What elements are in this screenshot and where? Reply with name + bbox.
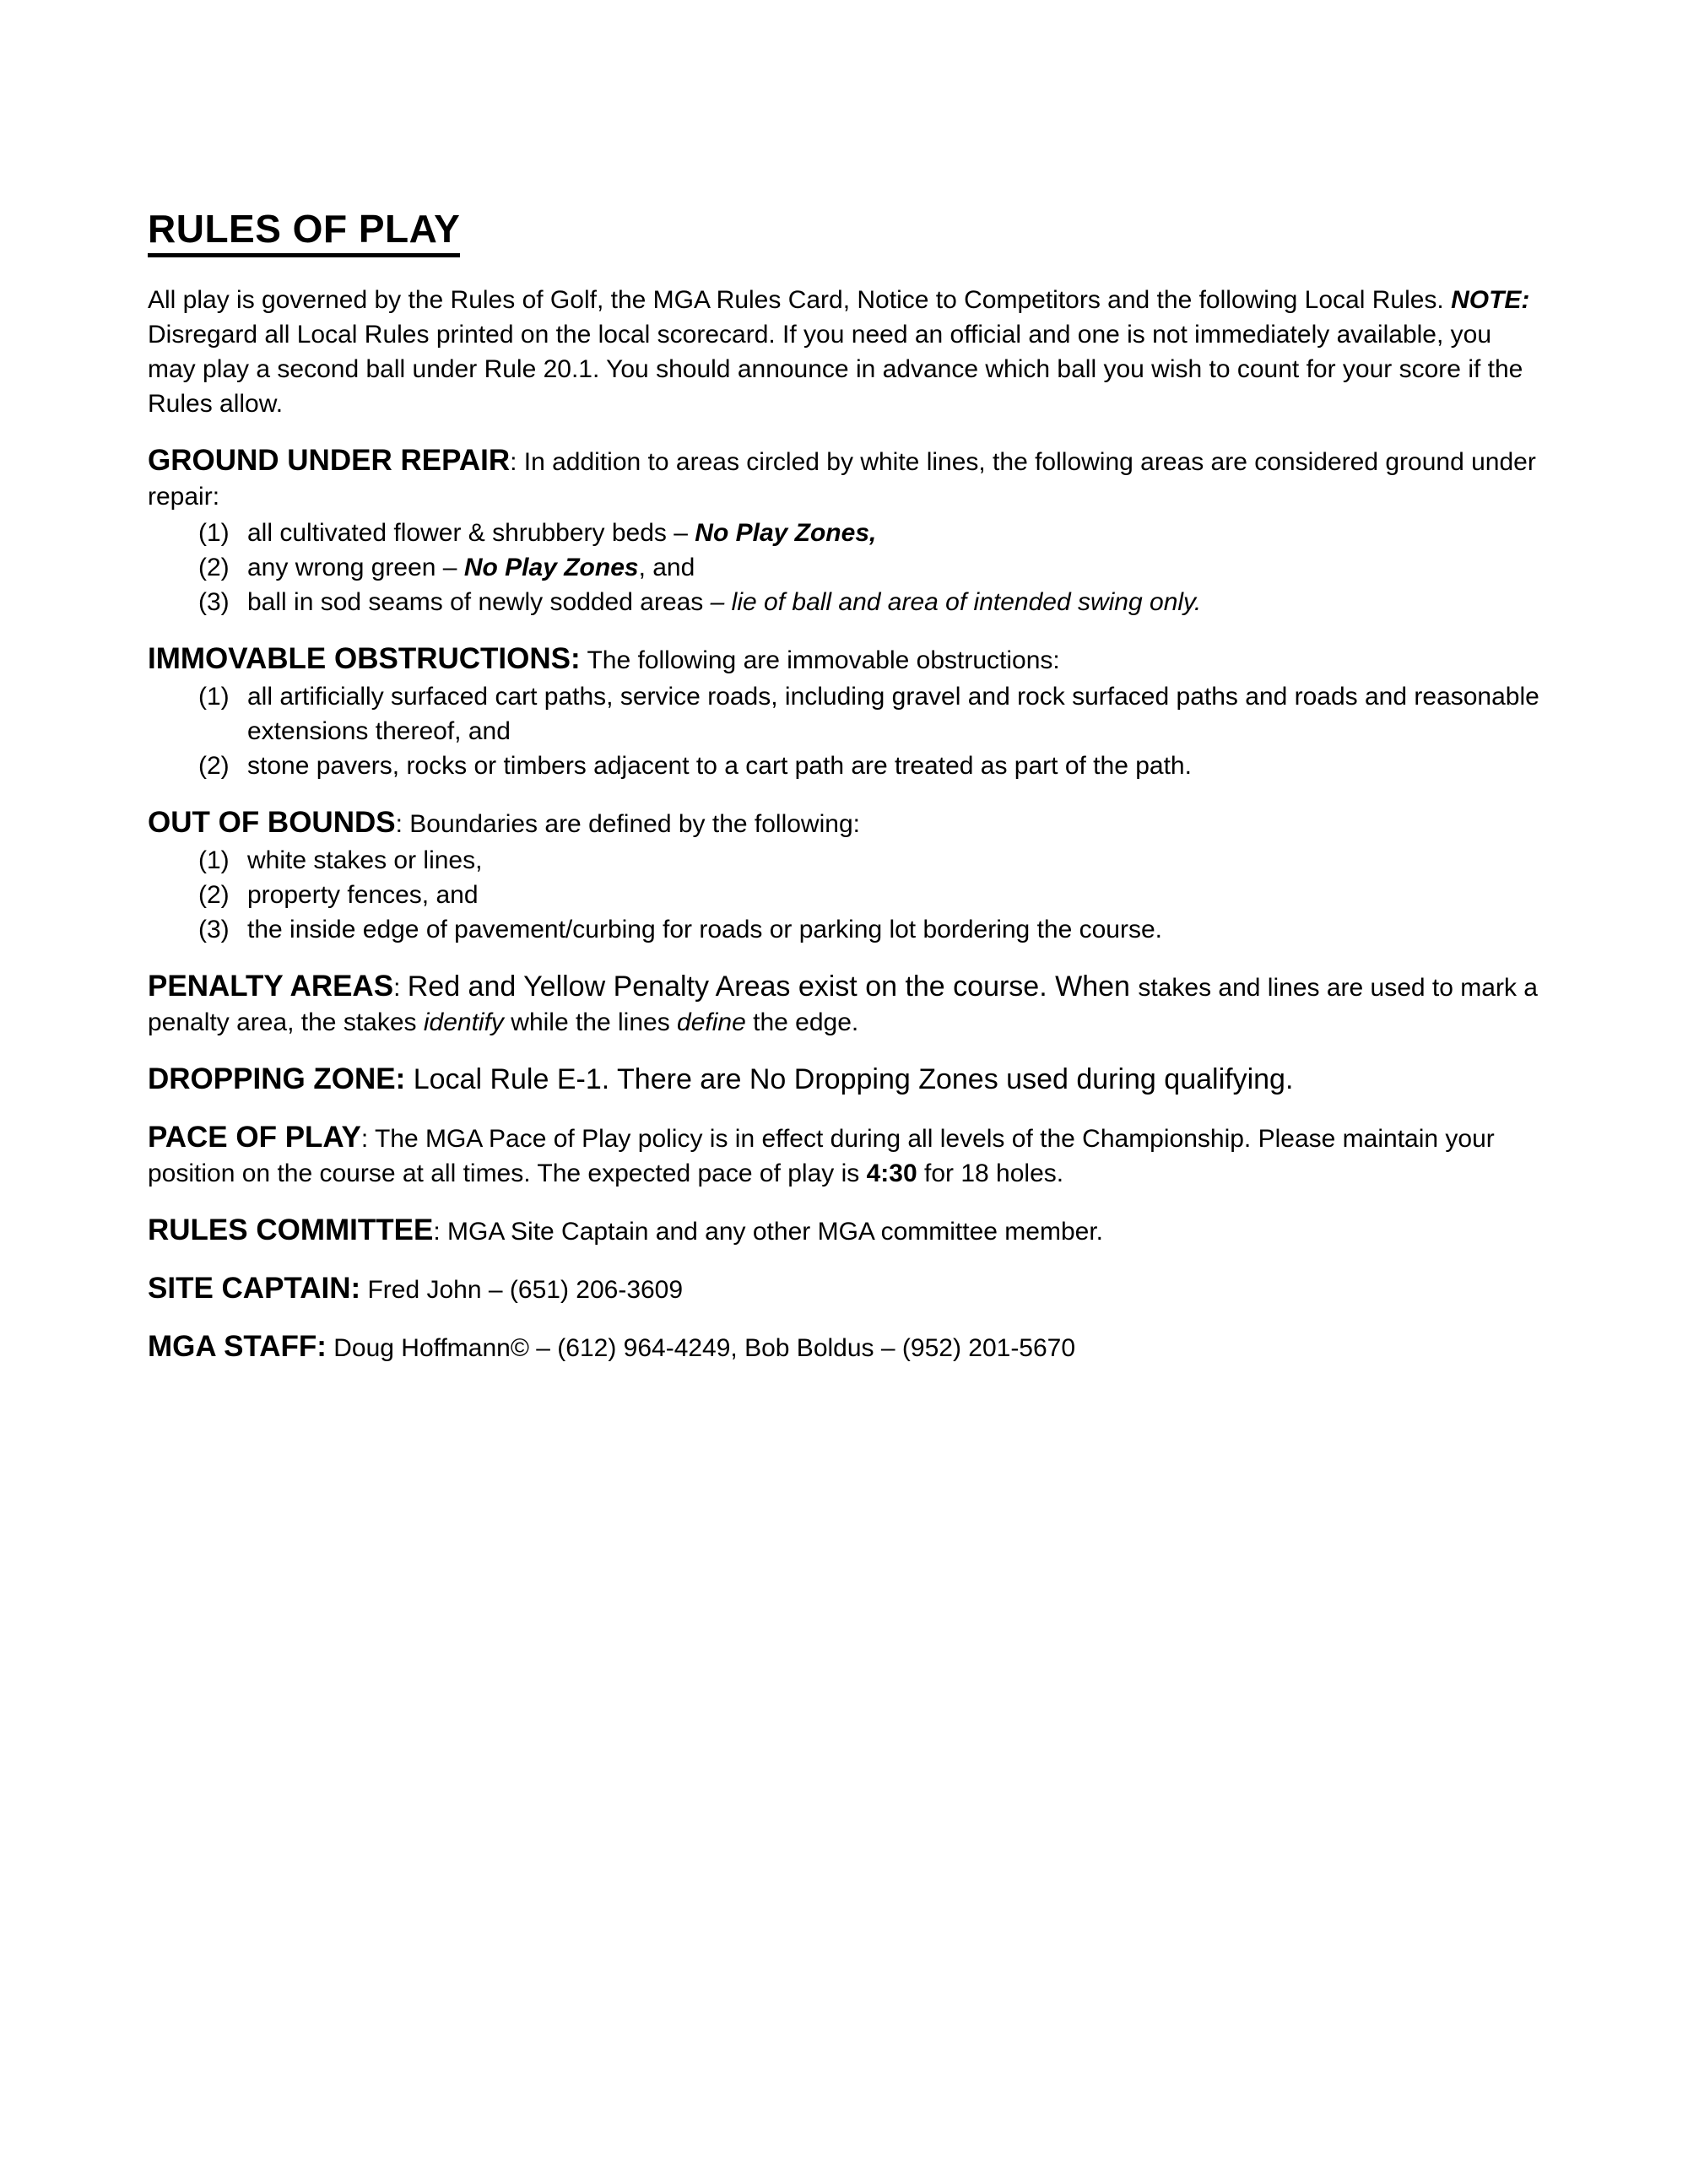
- list-item-text: all cultivated flower & shrubbery beds –: [247, 518, 695, 547]
- list-item: [148, 912, 1543, 947]
- penalty-areas-text: stakes and lines are used to mark a penalty area, the stakes: [148, 973, 1538, 1036]
- section-heading-pace-of-play: PACE OF PLAY: [148, 1120, 361, 1154]
- section-site-captain: [148, 1271, 1543, 1307]
- penalty-areas-italic-define: define: [677, 1008, 746, 1036]
- list-item-emphasis: No Play Zones,: [695, 518, 877, 547]
- section-immovable-obstructions: [148, 641, 1543, 678]
- list-item-number: (2): [198, 880, 230, 909]
- list-item: [148, 550, 1543, 585]
- list-item-text: any wrong green –: [247, 553, 464, 581]
- site-captain-contact: Fred John – (651) 206-3609: [360, 1275, 684, 1304]
- list-item-text: white stakes or lines,: [247, 846, 483, 874]
- section-heading-mga-staff: MGA STAFF:: [148, 1329, 327, 1363]
- section-mga-staff: [148, 1329, 1543, 1365]
- list-item: [148, 878, 1543, 912]
- section-heading-penalty-areas: PENALTY AREAS: [148, 969, 394, 1003]
- penalty-areas-text-mid: while the lines: [503, 1008, 678, 1036]
- penalty-areas-colon: :: [393, 973, 408, 1002]
- dropping-zone-text: Local Rule E-1. There are No Dropping Zones used during qualifying.: [405, 1062, 1294, 1095]
- section-heading-site-captain: SITE CAPTAIN:: [148, 1271, 361, 1305]
- section-ground-under-repair: [148, 443, 1543, 514]
- page-title-text: RULES OF PLAY: [148, 208, 460, 257]
- list-item-number: (3): [198, 587, 230, 616]
- list-item-number: (2): [198, 553, 230, 581]
- pace-of-play-text: : The MGA Pace of Play policy is in effect during all levels of the Championship. Please maintain your position on the course at all times. The expected pace of play is: [148, 1124, 1495, 1187]
- list-item-text: ball in sod seams of newly sodded areas: [247, 587, 711, 616]
- intro-text: All play is governed by the Rules of Golf, the MGA Rules Card, Notice to Competitors and the following Local Rules.: [148, 285, 1452, 314]
- mga-staff-contacts: Doug Hoffmann© – (612) 964-4249, Bob Boldus – (952) 201-5670: [326, 1333, 1076, 1362]
- section-heading-rules-committee: RULES COMMITTEE: [148, 1213, 434, 1246]
- list-item: [148, 585, 1543, 619]
- list-item: [148, 516, 1543, 550]
- list-item: [148, 843, 1543, 878]
- section-heading-out-of-bounds: OUT OF BOUNDS: [148, 805, 396, 839]
- section-heading-ground-under-repair: GROUND UNDER REPAIR: [148, 443, 511, 477]
- section-lead-out-of-bounds: : Boundaries are defined by the following:: [395, 809, 860, 838]
- section-heading-dropping-zone: DROPPING ZONE:: [148, 1062, 406, 1095]
- penalty-areas-large-text: Red and Yellow Penalty Areas exist on the course. When: [407, 970, 1139, 1003]
- page-title: [148, 208, 1543, 257]
- section-penalty-areas: [148, 969, 1543, 1040]
- section-pace-of-play: [148, 1120, 1543, 1191]
- list-item-text: stone pavers, rocks or timbers adjacent to a cart path are treated as part of the path.: [247, 751, 1192, 780]
- intro-text-continued: Disregard all Local Rules printed on the local scorecard. If you need an official and one is not immediately available, you may play a second ball under Rule 20.1. You should announce in advance which ball you wish to count for your score if the Rules allow.: [148, 320, 1523, 418]
- penalty-areas-text-end: the edge.: [745, 1008, 859, 1036]
- intro-paragraph: [148, 283, 1543, 421]
- section-out-of-bounds: [148, 805, 1543, 841]
- list-item: [148, 679, 1543, 749]
- penalty-areas-italic-identify: identify: [423, 1008, 504, 1036]
- section-lead-immovable-obstructions: The following are immovable obstructions:: [580, 646, 1060, 674]
- section-lead-ground-under-repair: : In addition to areas circled by white lines, the following areas are considered ground under repair:: [148, 447, 1536, 511]
- list-item-emphasis: No Play Zones: [463, 553, 639, 581]
- list-item-number: (1): [198, 846, 230, 874]
- pace-of-play-text-end: for 18 holes.: [917, 1159, 1064, 1187]
- list-item-text: property fences, and: [247, 880, 479, 909]
- list-item-number: (1): [198, 518, 230, 547]
- section-rules-committee: [148, 1213, 1543, 1249]
- rules-committee-text: : MGA Site Captain and any other MGA committee member.: [433, 1217, 1104, 1246]
- intro-note-label: NOTE:: [1451, 285, 1530, 314]
- ground-under-repair-list: [148, 516, 1543, 619]
- list-item-number: (2): [198, 751, 230, 780]
- list-item-text: the inside edge of pavement/curbing for roads or parking lot bordering the course.: [247, 915, 1162, 943]
- pace-of-play-time: 4:30: [866, 1159, 917, 1187]
- list-item-italic: – lie of ball and area of intended swing only.: [710, 587, 1202, 616]
- section-heading-immovable-obstructions: IMMOVABLE OBSTRUCTIONS:: [148, 641, 581, 675]
- list-item-number: (1): [198, 682, 230, 711]
- section-dropping-zone: [148, 1062, 1543, 1098]
- immovable-obstructions-list: [148, 679, 1543, 783]
- out-of-bounds-list: [148, 843, 1543, 947]
- list-item-tail: , and: [638, 553, 695, 581]
- list-item-text: all artificially surfaced cart paths, service roads, including gravel and rock surfaced paths and roads and reasonable extensions thereof, and: [247, 682, 1539, 745]
- list-item: [148, 749, 1543, 783]
- list-item-number: (3): [198, 915, 230, 943]
